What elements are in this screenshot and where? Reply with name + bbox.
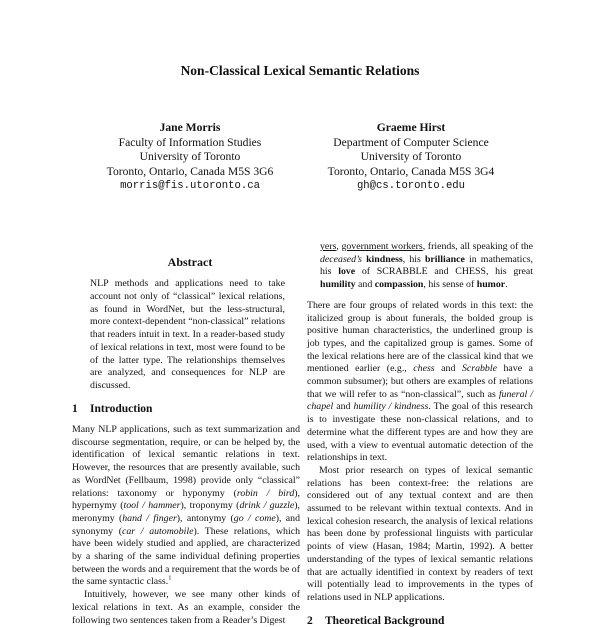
author-affiliation: Faculty of Information Studies bbox=[118, 135, 262, 149]
author-address: Toronto, Ontario, Canada M5S 3G4 bbox=[327, 164, 495, 178]
section-heading: 2 Theoretical Background bbox=[307, 614, 445, 627]
paragraph: Most prior research on types of lexical semantic relations has been context-free: the relations are considered out of any textual context and are then assumed to be relevant within textual contexts. And in lexical cohesion research, the analysis of lexical relations has been done by professional linguists with particular points of view (Hasan, 1984; Martin, 1992). A better understanding of the types of lexical semantic relations that are actually identified in context by readers of text will potentially lead to improvements in the types of relations used in NLP applications. bbox=[307, 464, 533, 603]
author-name: Graeme Hirst bbox=[376, 121, 446, 134]
paragraph: There are four groups of related words in this text: the italicized group is about funerals, the bolded group is positive human characteristics, the underlined group is job types, and the capitalized group is games. Some of the lexical relations here are of the classical kind that we mentioned earlier (e.g., chess and Scrabble have a common subsumer); but others are examples of relations that we will refer to as “non-classical”, such as funeral / chapel and humility / kindness. The goal of this research is to investigate these non-classical relations, and to determine what the different types are and how they are used, with a view to eventual automatic detection of the relationships in text. bbox=[307, 299, 534, 464]
quoted-passage: yers, government workers, friends, all speaking of the deceased’s kindness, his brilliance in mathematics, his love of SCRABBLE and CHESS, his great humility and compassion, his sense of humor. bbox=[320, 241, 533, 291]
paragraph: Intuitively, however, we see many other kinds of lexical relations in text. As an example, consider the following two sentences taken from a Reader’s Digest bbox=[72, 589, 300, 626]
author-name: Jane Morris bbox=[159, 121, 221, 134]
section-body bbox=[307, 300, 533, 605]
right-column bbox=[307, 241, 533, 627]
abstract-text: NLP methods and applications need to take account not only of “classical” lexical relations, as found in WordNet, but the less-structural, more context-dependent “non-classical” relations that readers intuit in text. In a reader-based study of lexical relations in text, most were found to be of the latter type. The relationships themselves are analyzed, and consequences for NLP are discussed. bbox=[90, 278, 285, 391]
author-university: University of Toronto bbox=[360, 150, 462, 164]
author-email: gh@cs.toronto.edu bbox=[356, 180, 466, 193]
author-address: Toronto, Ontario, Canada M5S 3G6 bbox=[106, 164, 274, 178]
author-email: morris@fis.utoronto.ca bbox=[120, 180, 260, 193]
author-affiliation: Department of Computer Science bbox=[333, 135, 489, 149]
author-block-1 bbox=[70, 121, 310, 194]
section-heading: 1 Introduction bbox=[72, 403, 153, 415]
abstract-heading: Abstract bbox=[167, 255, 213, 269]
paper-title: Non-Classical Lexical Semantic Relations bbox=[180, 63, 420, 78]
section-1 bbox=[72, 403, 300, 627]
author-university: University of Toronto bbox=[139, 150, 241, 164]
author-block-2 bbox=[291, 121, 531, 194]
section-body bbox=[72, 424, 300, 627]
footnote-marker: 1 bbox=[168, 575, 172, 583]
paragraph: Many NLP applications, such as text summarization and discourse segmentation, require, or can be helped by, the identification of lexical semantic relations in text. However, the resources that are presently available, such as WordNet (Fellbaum, 1998) provide only “classical” relations: taxonomy or hyponymy (robin / bird), hypernymy (tool / hammer), troponymy (drink / guzzle), meronymy (hand / finger), antonymy (go / come), and synonymy (car / automobile). These relations, which have been widely studied and applied, are characterized by a sharing of the same individual defining properties between the words and a requirement that the words be of the same syntactic class.$^1$ bbox=[72, 424, 301, 588]
